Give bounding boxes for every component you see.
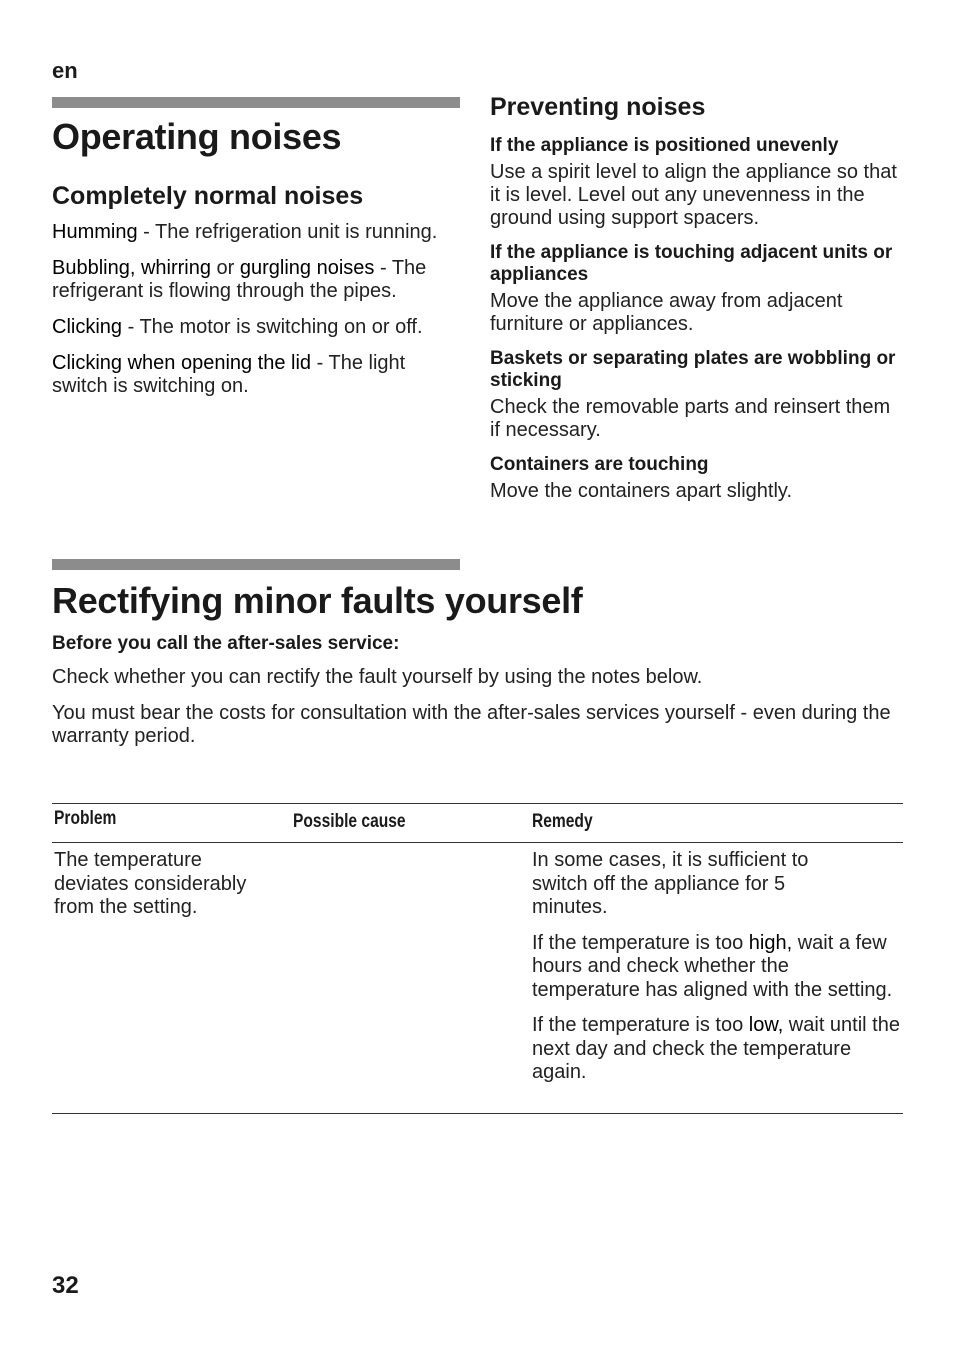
preventing-item: [490, 454, 902, 503]
remedy-term-low: low,: [748, 1014, 784, 1036]
noise-description: - The refrigeration unit is running.: [137, 221, 438, 243]
preventing-text: Move the containers apart slightly.: [490, 480, 793, 502]
noise-term: gurgling noises: [239, 257, 375, 279]
section-rule: [52, 559, 460, 570]
noise-description: - The motor is switching on or off.: [122, 316, 423, 338]
remedy-text: wait a few hours and check whether the temperature has aligned with the setting.: [532, 931, 893, 1001]
remedy-term-high: high,: [748, 931, 793, 954]
section-rule: [52, 97, 460, 108]
remedy-step: [532, 1014, 906, 1085]
noise-connector: or: [210, 257, 240, 279]
noise-term: Clicking when opening the lid: [52, 352, 312, 374]
remedy-text: If the temperature is too: [532, 1014, 749, 1036]
remedy-text: If the temperature is too: [532, 931, 749, 954]
noise-description: - The light switch is switching on.: [52, 352, 406, 397]
noise-term: Bubbling, whirring: [52, 257, 211, 279]
table-cell-problem: The temperature deviates considerably from the setting.: [54, 849, 247, 918]
noise-item: [52, 257, 452, 303]
preventing-heading: If the appliance is positioned unevenly: [490, 135, 839, 156]
subtitle-preventing-noises: Preventing noises: [490, 93, 706, 121]
noise-term: Humming: [52, 221, 138, 243]
table-header-problem: Problem: [54, 808, 117, 829]
table-header-cause: Possible cause: [293, 811, 406, 832]
preventing-item: [490, 348, 902, 442]
remedy-text: wait until the next day and check the temperature again.: [532, 1014, 906, 1083]
preventing-text: Check the removable parts and reinsert them if necessary.: [490, 396, 891, 441]
remedy-step: [532, 932, 900, 1003]
rectifying-intro: Check whether you can rectify the fault yourself by using the notes below.: [52, 666, 703, 688]
preventing-heading: Baskets or separating plates are wobbling or sticking: [490, 348, 896, 391]
table-header-remedy: Remedy: [532, 811, 593, 832]
noise-item: [52, 316, 452, 339]
noise-item: [52, 352, 452, 398]
preventing-heading: Containers are touching: [490, 454, 709, 475]
normal-noises-list: [52, 221, 452, 411]
subtitle-normal-noises: Completely normal noises: [52, 182, 364, 210]
noise-item: [52, 221, 452, 244]
rectifying-subheading: Before you call the after-sales service:: [52, 633, 400, 654]
table-bottom-rule: [52, 1113, 903, 1114]
table-header-rule: [52, 842, 903, 843]
preventing-item: [490, 242, 902, 336]
preventing-item: [490, 135, 902, 230]
remedy-step: In some cases, it is sufficient to switch off the appliance for 5 minutes.: [532, 849, 809, 918]
section-title-rectifying: Rectifying minor faults yourself: [52, 580, 583, 621]
section-title-operating-noises: Operating noises: [52, 116, 342, 157]
preventing-text: Use a spirit level to align the appliance so that it is level. Level out any unevenness in the ground using support spacers.: [490, 161, 897, 229]
language-label: en: [52, 58, 78, 83]
noise-term: Clicking: [52, 316, 123, 338]
preventing-noises-list: [490, 135, 902, 503]
preventing-heading: If the appliance is touching adjacent units or appliances: [490, 242, 893, 285]
page-number: 32: [52, 1272, 79, 1299]
preventing-text: Move the appliance away from adjacent furniture or appliances.: [490, 290, 843, 335]
noise-description: - The refrigerant is flowing through the pipes.: [52, 257, 427, 302]
rectifying-costs-note: You must bear the costs for consultation with the after-sales services yourself - even during the warranty period.: [52, 702, 891, 747]
table-top-rule: [52, 803, 903, 804]
table-cell-remedy: [532, 849, 906, 1085]
